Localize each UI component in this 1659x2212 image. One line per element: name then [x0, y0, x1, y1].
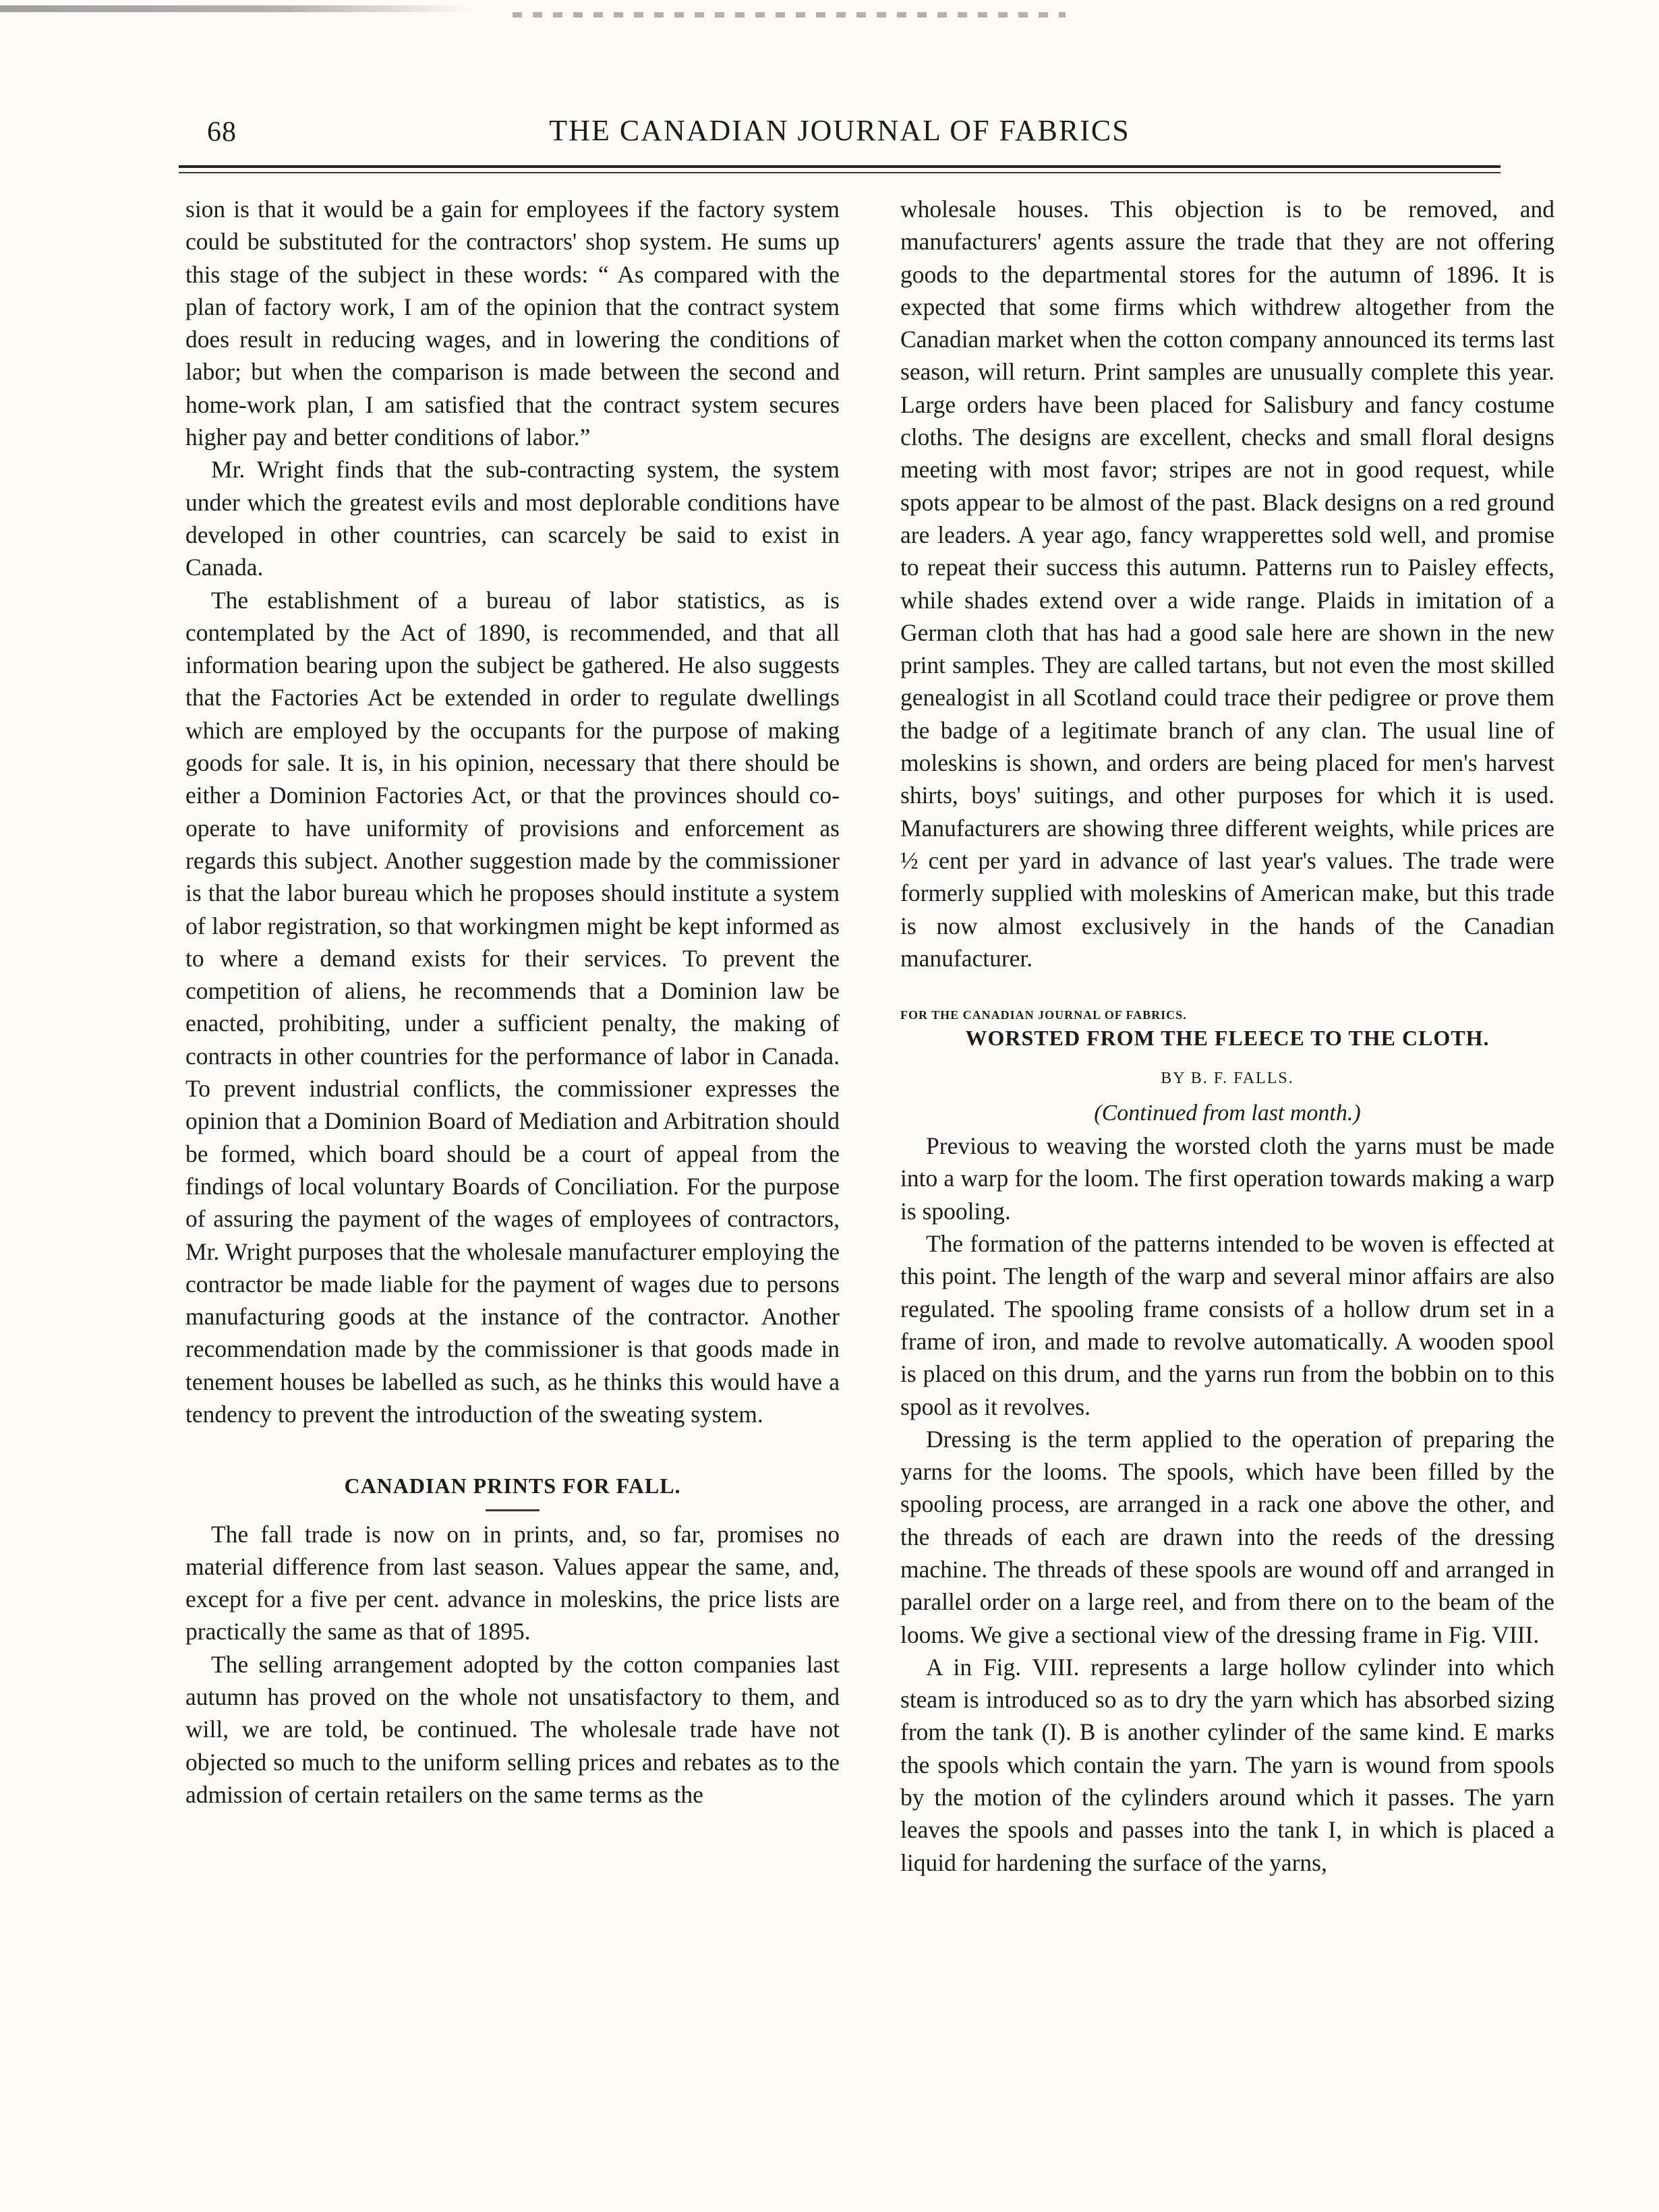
page-number: 68 [207, 117, 237, 148]
paragraph: The fall trade is now on in prints, and, so far, promises no material difference from last season. Values appear the same, and, except for a five per cent. advance in moleskins, the price lists are practically the same as that of 1895. [185, 1520, 840, 1646]
paragraph: The establishment of a bureau of labor statistics, as is contemplated by the Act of 1890, is recommended, and that all information bearing upon the subject be gathered. He also suggests that the Factories Act be extended in order to regulate dwellings which are employed by the occupants for the purpose of making goods for sale. It is, in his opinion, necessary that there should be either a Dominion Factories Act, or that the provinces should co-operate to have uniformity of provisions and enforcement as regards this subject. Another suggestion made by the commissioner is that the labor bureau which he proposes should institute a system of labor registration, so that workingmen might be kept informed as to where a demand exists for their services. To prevent the competition of aliens, he recommends that a Dominion law be enacted, prohibiting, under a sufficient penalty, the making of contracts in other countries for the performance of labor in Canada. To prevent industrial conflicts, the commissioner expresses the opinion that a Dominion Board of Mediation and Arbitration should be formed, which board should be a court of appeal from the findings of local voluntary Boards of Conciliation. For the purpose of assuring the payment of the wages of employees of contractors, Mr. Wright purposes that the wholesale manufacturer employing the contractor be made liable for the payment of wages due to persons manufacturing goods at the instance of the contractor. Another recommendation made by the commissioner is that goods made in tenement houses be labelled as such, as he thinks this would have a tendency to prevent the introduction of the sweating system. [185, 586, 840, 1428]
section-title-worsted: WORSTED FROM THE FLEECE TO THE CLOTH. [965, 1026, 1490, 1051]
section-title-canadian-prints: CANADIAN PRINTS FOR FALL. [344, 1474, 681, 1498]
source-line: FOR THE CANADIAN JOURNAL OF FABRICS. [900, 1008, 1187, 1022]
page-header [179, 113, 1501, 161]
paragraph: sion is that it would be a gain for employees if the factory system could be substituted for the contractors' shop system. He sums up this stage of the subject in these words: “ As compared with the plan of factory work, I am of the opinion that the contract system does result in reducing wages, and in lowering the conditions of labor; but when the comparison is made between the second and home-work plan, I am satisfied that the contract system secures higher pay and better conditions of labor.” [185, 196, 840, 451]
byline: BY B. F. FALLS. [1161, 1070, 1294, 1088]
paragraph: Dressing is the term applied to the operation of preparing the yarns for the looms. The spools, which have been filled by the spooling process, are arranged in a rack one above the other, and the threads of each are drawn into the reeds of the dressing machine. The threads of these spools are wound off and arranged in parallel order on a large reel, and from there on to the beam of the looms. We give a sectional view of the dressing frame in Fig. VIII. [900, 1425, 1554, 1648]
right-column [900, 193, 1554, 1879]
left-column [185, 193, 840, 1811]
journal-title: THE CANADIAN JOURNAL OF FABRICS [549, 114, 1130, 147]
paragraph: wholesale houses. This objection is to be removed, and manufacturers' agents assure the trade that they are not offering goods to the departmental stores for the autumn of 1896. It is expected that some firms which withdrew altogether from the Canadian market when the cotton company announced its terms last season, will return. Print samples are unusually complete this year. Large orders have been placed for Salisbury and fancy costume cloths. The designs are excellent, checks and small floral designs meeting with most favor; stripes are not in good request, while spots appear to be almost of the past. Black designs on a red ground are leaders. A year ago, fancy wrapperettes sold well, and promise to repeat their success this autumn. Patterns run to Paisley effects, while shades extend over a wide range. Plaids in imitation of a German cloth that has had a good sale here are shown in the new print samples. They are called tartans, but not even the most skilled genealogist in all Scotland could trace their pedigree or prove them the badge of a legitimate branch of any clan. The usual line of moleskins is shown, and orders are being placed for men's harvest shirts, boys' suitings, and other purposes for which it is used. Manufacturers are showing three different weights, while prices are ½ cent per yard in advance of last year's values. The trade were formerly supplied with moleskins of American make, but this trade is now almost exclusively in the hands of the Canadian manufacturer. [900, 196, 1554, 972]
header-rule-thin [179, 172, 1501, 173]
scan-artifact-top [0, 5, 472, 12]
section-title-rule [486, 1509, 540, 1511]
scan-artifact-top-2 [513, 12, 1066, 18]
continued-note: (Continued from last month.) [1094, 1101, 1361, 1126]
paragraph: A in Fig. VIII. represents a large hollow cylinder into which steam is introduced so as to dry the yarn which has absorbed sizing from the tank (I). B is another cylinder of the same kind. E marks the spools which contain the yarn. The yarn is wound from spools by the motion of the cylinders around which it passes. The yarn leaves the spools and passes into the tank I, in which is placed a liquid for hardening the surface of the yarns, [900, 1653, 1554, 1876]
header-rule-thick [179, 165, 1501, 168]
paragraph: The selling arrangement adopted by the cotton companies last autumn has proved on the whole not unsatisfactory to them, and will, we are told, be continued. The wholesale trade have not objected so much to the uniform selling prices and rebates as to the admission of certain retailers on the same terms as the [185, 1650, 840, 1808]
paragraph: Mr. Wright finds that the sub-contracting system, the system under which the greatest evils and most deplorable conditions have developed in other countries, can scarcely be said to exist in Canada. [185, 456, 840, 581]
paragraph: The formation of the patterns intended to be woven is effected at this point. The length of the warp and several minor affairs are also regulated. The spooling frame consists of a hollow drum set in a frame of iron, and made to revolve automatically. A wooden spool is placed on this drum, and the yarns run from the bobbin on to this spool as it revolves. [900, 1230, 1554, 1420]
paragraph: Previous to weaving the worsted cloth the yarns must be made into a warp for the loom. The first operation towards making a warp is spooling. [900, 1132, 1554, 1225]
